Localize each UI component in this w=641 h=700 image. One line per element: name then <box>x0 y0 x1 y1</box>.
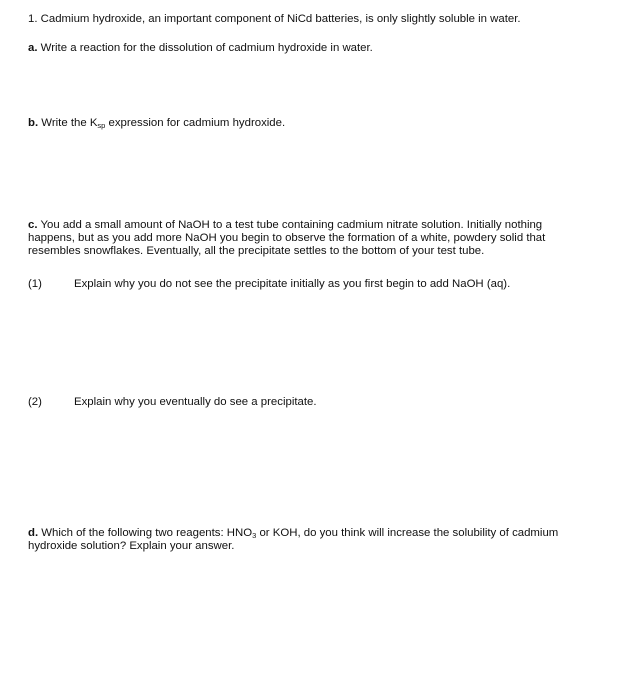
hno3-subscript: 3 <box>252 531 257 540</box>
part-d-label: d. <box>28 527 39 539</box>
subquestion-2-text: Explain why you eventually do see a precipitate. <box>74 396 317 408</box>
question-1 <box>28 13 618 26</box>
part-c-line-3: resembles snowflakes. Eventually, all the precipitate settles to the bottom of your test tube. <box>28 245 485 257</box>
question-1-text: Cadmium hydroxide, an important component of NiCd batteries, is only slightly soluble in water. <box>37 13 521 25</box>
part-c-line-1: c. You add a small amount of NaOH to a test tube containing cadmium nitrate solution. Initially nothing <box>28 219 543 231</box>
part-c-subquestion-1 <box>28 278 618 291</box>
subquestion-1-number: (1) <box>28 278 42 290</box>
part-b-text-after: expression for cadmium hydroxide. <box>105 117 286 129</box>
part-d-line-2: hydroxide solution? Explain your answer. <box>28 540 235 552</box>
part-b-text-before: Write the K <box>38 117 98 129</box>
subquestion-1-text: Explain why you do not see the precipitate initially as you first begin to add NaOH (aq). <box>74 278 511 290</box>
part-a-label: a. <box>28 42 38 54</box>
part-b-label: b. <box>28 117 39 129</box>
subquestion-2-number: (2) <box>28 396 42 408</box>
question-1-number: 1. <box>28 13 38 25</box>
part-c-subquestion-2 <box>28 396 618 409</box>
part-b <box>28 117 618 130</box>
part-c <box>28 219 618 258</box>
part-d-line-1: d. Which of the following two reagents: $HNO_3$ or KOH, do you think will increase the solubility of cadmium <box>28 527 559 540</box>
part-c-line-2: happens, but as you add more NaOH you begin to observe the formation of a white, powdery solid that <box>28 232 546 244</box>
ksp-subscript: sp <box>97 121 106 130</box>
part-c-label: c. <box>28 219 38 231</box>
part-d <box>28 527 618 553</box>
part-a <box>28 42 618 55</box>
part-a-text: Write a reaction for the dissolution of cadmium hydroxide in water. <box>37 42 373 54</box>
